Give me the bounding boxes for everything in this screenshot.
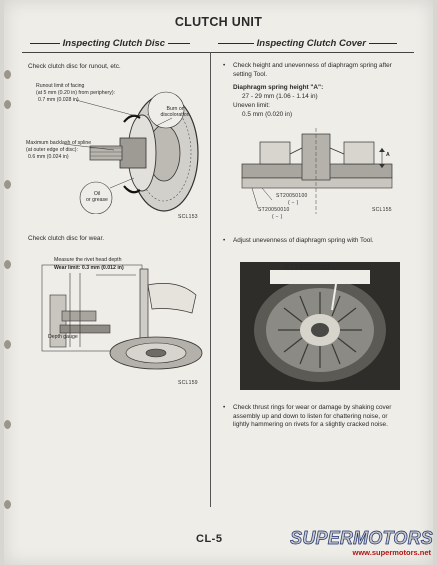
supermotors-watermark — [255, 528, 433, 560]
backlash-value: 0.6 mm (0.024 in) — [28, 154, 69, 160]
runout-limit-value: 0.7 mm (0.028 in) — [38, 97, 79, 103]
figure-code-scl153: SCL153 — [178, 214, 198, 220]
left-section-heading: Inspecting Clutch Disc — [30, 38, 190, 49]
dimension-a-label: A — [386, 152, 390, 158]
tool-code-2-bracket: ( − ) — [272, 214, 283, 220]
watermark-url: www.supermotors.net — [352, 548, 431, 557]
spring-height-value: 27 - 29 mm (1.06 - 1.14 in) — [242, 93, 318, 100]
clutch-cover-height-figure — [232, 128, 412, 214]
burn-label: Burn or discoloration — [160, 106, 190, 119]
clutch-cover-photo — [240, 262, 400, 390]
backlash-label: Maximum backlash of spline — [26, 140, 92, 146]
figure-code-scl159: SCL159 — [178, 380, 198, 386]
runout-instruction: Check clutch disc for runout, etc. — [28, 63, 121, 70]
thrust-ring-instruction: • Check thrust rings for wear or damage by shaking cover assembly up and down to listen for chattering noise, or lightly hammering on rivets for a slightly cracked noise. — [233, 404, 401, 430]
rivet-depth-label: Measure the rivet head depth — [54, 257, 122, 263]
tool-code-st20050100: ST20050100 — [276, 193, 308, 199]
runout-limit-detail: (at 5 mm (0.20 in) from periphery): — [36, 90, 115, 96]
runout-limit-label: Runout limit of facing — [36, 83, 85, 89]
page-title: CLUTCH UNIT — [174, 15, 263, 29]
figure-code-scl155: SCL155 — [372, 207, 392, 213]
tool-code-st20050010: ST20050010 — [258, 207, 290, 213]
binder-holes — [4, 0, 14, 565]
wear-instruction: Check clutch disc for wear. — [28, 235, 105, 242]
adjust-instruction: • Adjust unevenness of diaphragm spring with Tool. — [233, 237, 401, 246]
backlash-detail: (at outer edge of disc): — [26, 147, 78, 153]
depth-gauge-label: Depth gauge — [48, 334, 78, 340]
uneven-limit-label: Uneven limit: — [233, 102, 270, 109]
column-divider — [210, 52, 211, 507]
watermark-logo: SUPERMOTORS — [290, 528, 433, 548]
page-number: CL-5 — [196, 533, 223, 545]
check-height-instruction: • Check height and unevenness of diaphragm spring after setting Tool. — [233, 62, 401, 79]
header-divider — [22, 52, 414, 53]
rivet-depth-figure — [36, 255, 206, 375]
oil-label: Oil or grease — [86, 191, 108, 204]
uneven-limit-value: 0.5 mm (0.020 in) — [242, 111, 293, 118]
photo-tool-label: ST20050240 — [284, 263, 330, 272]
wear-limit: Wear limit: 0.3 mm (0.012 in) — [54, 265, 124, 271]
right-section-heading: Inspecting Clutch Cover — [218, 38, 397, 49]
spring-height-label: Diaphragm spring height "A": — [233, 84, 324, 91]
tool-code-1-bracket: ( − ) — [288, 200, 299, 206]
